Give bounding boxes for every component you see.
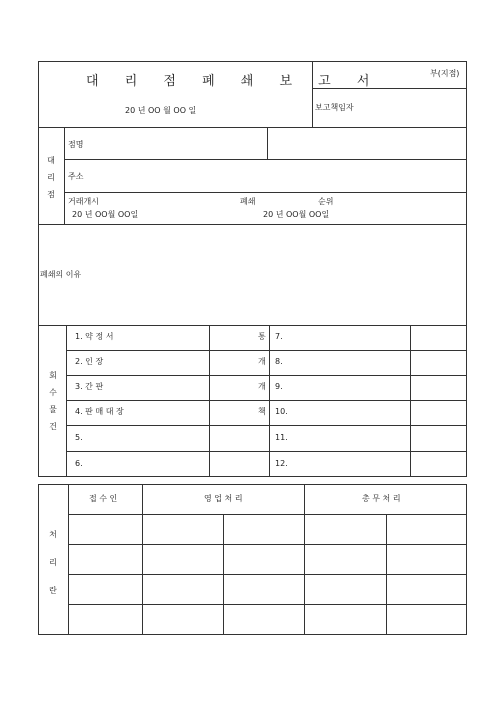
collected-item-right: 9. bbox=[275, 382, 283, 391]
collected-item-right: 12. bbox=[275, 459, 288, 468]
page-title: 대 리 점 폐 쇄 보 고 서 bbox=[86, 74, 381, 89]
processing-row-line bbox=[68, 544, 467, 545]
processing-col-divider bbox=[304, 484, 305, 635]
collected-item-right: 7. bbox=[275, 332, 283, 341]
processing-row-line bbox=[68, 514, 467, 515]
agency-side-label: 대리점 bbox=[47, 156, 55, 199]
header-divider bbox=[312, 61, 313, 128]
collected-item-left: 2. 인 장 bbox=[75, 357, 104, 366]
processing-col-divider bbox=[142, 484, 143, 635]
collected-item-right: 11. bbox=[275, 433, 288, 442]
collected-col-divider-3 bbox=[410, 325, 411, 477]
processing-side-divider bbox=[68, 484, 69, 635]
collected-col-divider-2 bbox=[269, 325, 270, 477]
reason-label: 폐쇄의 이유 bbox=[40, 270, 82, 279]
collected-item-unit: 책 bbox=[258, 407, 266, 416]
collected-row-line bbox=[66, 400, 467, 401]
agency-side-divider bbox=[64, 127, 65, 225]
collected-row-line bbox=[66, 425, 467, 426]
collected-item-right: 10. bbox=[275, 407, 288, 416]
report-date: 20 년 OO 월 OO 일 bbox=[125, 106, 197, 115]
store-name-label: 점명 bbox=[68, 140, 84, 149]
collected-row-line bbox=[66, 375, 467, 376]
collected-item-right: 8. bbox=[275, 357, 283, 366]
collected-item-unit: 개 bbox=[258, 357, 266, 366]
collected-item-unit: 개 bbox=[258, 382, 266, 391]
closure-label: 폐쇄 bbox=[240, 197, 256, 206]
collected-item-left: 5. bbox=[75, 433, 83, 442]
branch-label: 부(지점) bbox=[430, 69, 460, 78]
agency-row-line-1 bbox=[64, 159, 467, 160]
closure-date: 20 년 OO월 OO일 bbox=[263, 210, 330, 219]
header-section bbox=[38, 61, 467, 128]
sales-processing-header: 영 업 처 리 bbox=[204, 494, 243, 503]
agency-row-line-2 bbox=[64, 192, 467, 193]
rank-label: 순위 bbox=[318, 197, 334, 206]
processing-row-line bbox=[68, 604, 467, 605]
trade-start-label: 거래개시 bbox=[68, 197, 99, 206]
receiver-header: 접 수 인 bbox=[89, 494, 118, 503]
address-label: 주소 bbox=[68, 172, 84, 181]
processing-row-line bbox=[68, 574, 467, 575]
general-affairs-header: 총 무 처 리 bbox=[362, 494, 401, 503]
collected-item-left: 3. 간 판 bbox=[75, 382, 104, 391]
store-name-divider bbox=[267, 127, 268, 159]
collected-side-label: 회수물건 bbox=[49, 371, 57, 431]
collected-item-left: 6. bbox=[75, 459, 83, 468]
reporter-label: 보고책임자 bbox=[315, 103, 354, 112]
trade-start-date: 20 년 OO월 OO일 bbox=[72, 210, 139, 219]
collected-row-line bbox=[66, 451, 467, 452]
reason-section bbox=[38, 224, 467, 326]
collected-item-unit: 통 bbox=[258, 332, 266, 341]
collected-row-line bbox=[66, 350, 467, 351]
processing-side-label: 처리란 bbox=[49, 530, 57, 595]
collected-item-left: 1. 약 정 서 bbox=[75, 332, 114, 341]
collected-col-divider-1 bbox=[209, 325, 210, 477]
processing-section bbox=[38, 484, 467, 635]
collected-side-divider bbox=[66, 325, 67, 477]
collected-item-left: 4. 판 매 대 장 bbox=[75, 407, 124, 416]
collected-section bbox=[38, 325, 467, 477]
